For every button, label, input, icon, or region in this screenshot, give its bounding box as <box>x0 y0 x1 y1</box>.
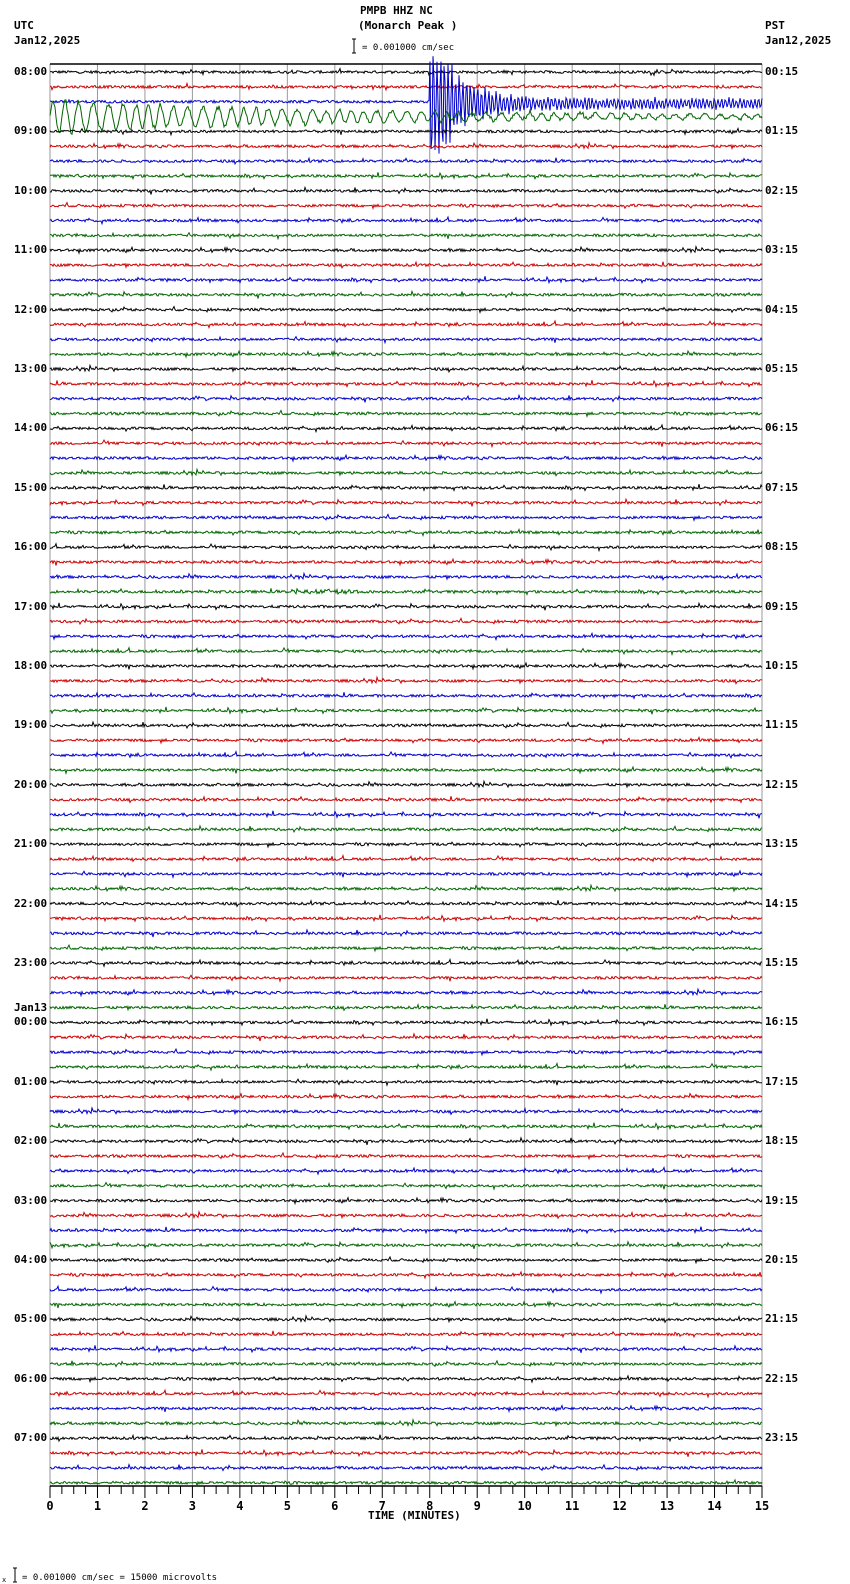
utc-hour-label: 00:00 <box>14 1015 48 1029</box>
trace-row <box>50 129 762 135</box>
trace-row <box>50 337 762 343</box>
utc-hour-label: 11:00 <box>14 243 48 257</box>
x-tick-label: 1 <box>93 1499 102 1513</box>
utc-hour-label: 07:00 <box>14 1431 48 1445</box>
x-tick-label: 13 <box>659 1499 675 1513</box>
x-tick-label: 3 <box>188 1499 197 1513</box>
trace-row <box>50 885 762 891</box>
trace-row <box>50 737 762 743</box>
trace-row <box>50 1480 762 1486</box>
utc-hour-label: 23:00 <box>14 956 48 969</box>
trace-row <box>50 871 762 877</box>
x-tick-label: 14 <box>707 1499 722 1513</box>
utc-hour-label: 09:00 <box>14 124 48 138</box>
pst-hour-label: 02:15 <box>765 183 799 197</box>
right-timezone: PST <box>765 19 785 32</box>
station-title: PMPB HHZ NC <box>360 4 433 17</box>
trace-row <box>50 100 762 134</box>
trace-row <box>50 395 762 402</box>
trace-row <box>50 484 762 490</box>
utc-hour-label: 04:00 <box>14 1253 48 1266</box>
x-tick-label: 6 <box>331 1499 339 1513</box>
trace-row <box>50 856 762 862</box>
trace-row <box>50 262 762 268</box>
trace-row <box>50 618 762 624</box>
left-timezone: UTC <box>14 19 34 32</box>
trace-row <box>50 351 762 357</box>
trace-row <box>50 1034 762 1041</box>
trace-row <box>50 975 762 981</box>
trace-row <box>50 1406 762 1412</box>
trace-row <box>50 366 762 372</box>
footer-scale-bar-icon <box>13 1568 17 1582</box>
right-date: Jan12,2025 <box>765 34 832 47</box>
trace-row <box>50 411 762 417</box>
trace-row <box>50 648 762 655</box>
utc-hour-label: 20:00 <box>14 777 48 791</box>
trace-row <box>50 217 762 224</box>
trace-row <box>50 515 762 521</box>
utc-hour-label: 21:00 <box>14 837 48 851</box>
trace-row <box>50 1331 762 1337</box>
trace-row <box>50 233 762 239</box>
trace-row <box>50 588 762 594</box>
utc-hour-label: 16:00 <box>14 540 48 554</box>
pst-hour-label: 00:15 <box>765 65 799 78</box>
trace-row <box>50 1390 762 1397</box>
pst-hour-label: 19:15 <box>765 1193 799 1207</box>
trace-row <box>50 900 762 906</box>
trace-row <box>50 945 762 951</box>
trace-row <box>50 559 762 565</box>
trace-row <box>50 1227 762 1233</box>
trace-row <box>50 158 762 164</box>
pst-hour-label: 15:15 <box>765 956 799 969</box>
trace-row <box>50 1449 762 1456</box>
trace-row <box>50 1212 762 1218</box>
footer-scale-label: = 0.001000 cm/sec = 15000 microvolts <box>22 1573 218 1583</box>
pst-hour-label: 07:15 <box>765 480 799 494</box>
trace-row <box>50 1094 762 1100</box>
trace-row <box>50 1435 762 1441</box>
pst-hour-label: 12:15 <box>765 777 799 791</box>
trace-row <box>50 767 762 773</box>
trace-row <box>50 1302 762 1308</box>
x-tick-label: 9 <box>473 1499 481 1513</box>
trace-row <box>50 321 762 328</box>
utc-hour-label: 14:00 <box>14 421 48 435</box>
pst-hour-label: 17:15 <box>765 1074 799 1088</box>
trace-row <box>50 469 762 475</box>
pst-hour-label: 14:15 <box>765 896 799 910</box>
pst-hour-label: 16:15 <box>765 1015 799 1029</box>
pst-hour-label: 11:15 <box>765 718 799 732</box>
x-tick-label: 4 <box>236 1499 244 1513</box>
trace-row <box>50 203 762 209</box>
x-tick-label: 7 <box>378 1499 386 1513</box>
left-date: Jan12,2025 <box>14 34 81 47</box>
trace-row <box>50 1420 762 1426</box>
pst-hour-label: 18:15 <box>765 1134 799 1148</box>
trace-row <box>50 530 762 536</box>
trace-row <box>50 633 762 639</box>
trace-row <box>50 56 762 153</box>
utc-hour-label: 02:00 <box>14 1134 48 1148</box>
utc-hour-label: 06:00 <box>14 1371 48 1385</box>
utc-hour-label: 10:00 <box>14 183 48 197</box>
pst-hour-label: 22:15 <box>765 1371 799 1385</box>
trace-row <box>50 930 762 937</box>
pst-hour-label: 20:15 <box>765 1253 799 1266</box>
trace-row <box>50 915 762 921</box>
trace-row <box>50 1198 762 1204</box>
utc-hour-label: 19:00 <box>14 718 48 732</box>
trace-row <box>50 1345 762 1352</box>
trace-row <box>50 1153 762 1159</box>
trace-row <box>50 1123 762 1129</box>
x-tick-label: 12 <box>612 1499 627 1513</box>
pst-hour-label: 08:15 <box>765 540 799 554</box>
trace-row <box>50 1019 762 1025</box>
utc-hour-label: 08:00 <box>14 65 48 78</box>
trace-row <box>50 1272 762 1278</box>
trace-row <box>50 677 762 683</box>
trace-row <box>50 1286 762 1293</box>
utc-hour-label: 13:00 <box>14 362 48 375</box>
x-tick-label: 8 <box>426 1499 434 1513</box>
trace-row <box>50 84 762 90</box>
x-tick-label: 11 <box>564 1499 580 1513</box>
trace-row <box>50 455 762 461</box>
trace-row <box>50 811 762 818</box>
trace-row <box>50 69 762 76</box>
pst-hour-label: 23:15 <box>765 1431 799 1445</box>
trace-row <box>50 1004 762 1010</box>
utc-hour-label: 05:00 <box>14 1312 48 1326</box>
utc-hour-label: 18:00 <box>14 659 48 672</box>
footer-mark: x <box>2 1576 7 1584</box>
trace-row <box>50 1316 762 1322</box>
utc-hour-label: 12:00 <box>14 302 48 316</box>
x-tick-label: 0 <box>46 1499 54 1513</box>
trace-row <box>50 707 762 714</box>
pst-hour-label: 05:15 <box>765 362 799 375</box>
trace-row <box>50 960 762 967</box>
trace-row <box>50 499 762 506</box>
scale-bar-icon <box>352 39 356 53</box>
trace-row <box>50 307 762 313</box>
trace-row <box>50 425 762 432</box>
trace-row <box>50 291 762 298</box>
trace-row <box>50 247 762 253</box>
scale-label: = 0.001000 cm/sec <box>362 43 455 53</box>
trace-row <box>50 752 762 758</box>
trace-row <box>50 188 762 195</box>
pst-hour-label: 13:15 <box>765 837 799 851</box>
trace-row <box>50 1168 762 1175</box>
utc-hour-label: 17:00 <box>14 599 48 613</box>
pst-hour-label: 10:15 <box>765 659 799 672</box>
trace-row <box>50 603 762 610</box>
x-tick-label: 5 <box>283 1499 291 1513</box>
x-axis-label: TIME (MINUTES) <box>368 1509 461 1522</box>
trace-row <box>50 380 762 386</box>
trace-row <box>50 1465 762 1471</box>
trace-row <box>50 573 762 579</box>
pst-hour-label: 09:15 <box>765 599 799 613</box>
trace-row <box>50 440 762 447</box>
trace-row <box>50 781 762 787</box>
utc-hour-label: 01:00 <box>14 1074 48 1088</box>
station-location: (Monarch Peak ) <box>358 19 458 32</box>
trace-row <box>50 663 762 669</box>
trace-row <box>50 1108 762 1114</box>
trace-row <box>50 989 762 995</box>
trace-row <box>50 826 762 832</box>
trace-row <box>50 1242 762 1249</box>
trace-row <box>50 722 762 728</box>
trace-row <box>50 1138 762 1145</box>
trace-row <box>50 143 762 149</box>
trace-row <box>50 544 762 551</box>
utc-hour-label: 22:00 <box>14 896 48 910</box>
utc-hour-label: 15:00 <box>14 480 48 494</box>
x-tick-label: 15 <box>754 1499 770 1513</box>
trace-row <box>50 1049 762 1055</box>
utc-hour-label: 03:00 <box>14 1193 48 1207</box>
trace-row <box>50 1361 762 1367</box>
trace-row <box>50 692 762 698</box>
pst-hour-label: 06:15 <box>765 421 799 435</box>
trace-row <box>50 172 762 178</box>
x-tick-label: 2 <box>141 1499 149 1513</box>
trace-row <box>50 1376 762 1382</box>
trace-row <box>50 796 762 802</box>
trace-row <box>50 1183 762 1190</box>
trace-row <box>50 1064 762 1071</box>
x-tick-label: 10 <box>517 1499 532 1513</box>
trace-row <box>50 276 762 283</box>
trace-row <box>50 1257 762 1263</box>
trace-row <box>50 1079 762 1085</box>
date-change-label: Jan13 <box>14 1001 48 1015</box>
pst-hour-label: 01:15 <box>765 124 799 138</box>
pst-hour-label: 03:15 <box>765 243 799 257</box>
pst-hour-label: 21:15 <box>765 1312 799 1326</box>
pst-hour-label: 04:15 <box>765 302 799 316</box>
trace-row <box>50 842 762 847</box>
